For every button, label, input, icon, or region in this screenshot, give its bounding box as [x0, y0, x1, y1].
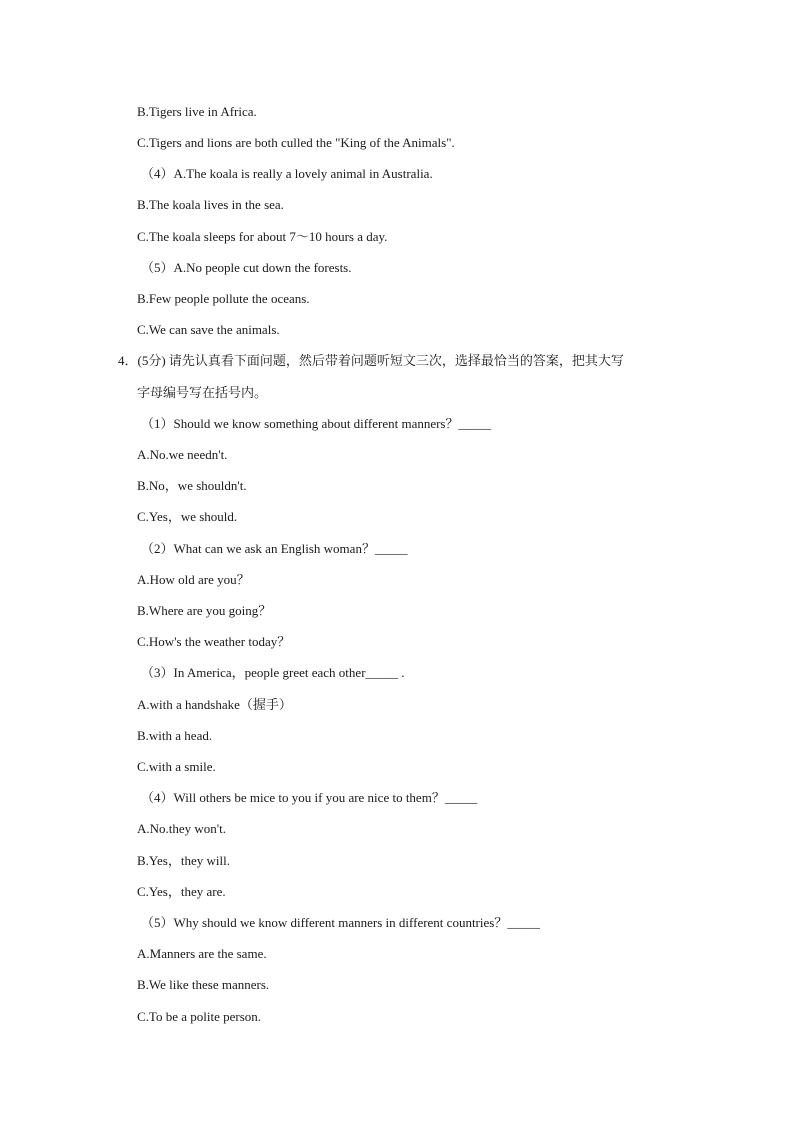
option-4-3a: A.with a handshake（握手） [137, 697, 292, 712]
option-3-3b: B.Tigers live in Africa. [137, 104, 257, 119]
option-3-4c: C.The koala sleeps for about 7～10 hours a day. [137, 229, 388, 244]
option-4-1c: C.Yes，we should. [137, 509, 238, 524]
option-3-4a: （4）A.The koala is really a lovely animal in Australia. [141, 166, 433, 181]
option-3-5b: B.Few people pollute the oceans. [137, 291, 310, 306]
subquestion-4-4: （4）Will others be mice to you if you are nice to them？_____ [141, 790, 478, 805]
option-4-3c: C.with a smile. [137, 759, 216, 774]
option-4-4a: A.No.they won't. [137, 821, 227, 836]
option-4-2c: C.How's the weather today？ [137, 634, 291, 649]
option-4-2a: A.How old are you？ [137, 572, 250, 587]
option-3-4b: B.The koala lives in the sea. [137, 197, 284, 212]
option-4-2b: B.Where are you going？ [137, 603, 272, 618]
option-4-1a: A.No.we needn't. [137, 447, 228, 462]
option-4-1b: B.No，we shouldn't. [137, 478, 247, 493]
option-4-3b: B.with a head. [137, 728, 213, 743]
option-4-5b: B.We like these manners. [137, 977, 270, 992]
option-4-4b: B.Yes，they will. [137, 853, 230, 868]
option-3-3c: C.Tigers and lions are both culled the "King of the Animals". [137, 135, 455, 150]
subquestion-4-1: （1）Should we know something about different manners？_____ [141, 416, 491, 431]
option-3-5c: C.We can save the animals. [137, 322, 280, 337]
question-4-heading-cont: 字母编号写在括号内。 [137, 385, 268, 400]
subquestion-4-5: （5）Why should we know different manners in different countries？_____ [141, 915, 540, 930]
option-4-5a: A.Manners are the same. [137, 946, 267, 961]
option-4-5c: C.To be a polite person. [137, 1009, 262, 1024]
option-3-5a: （5）A.No people cut down the forests. [141, 260, 352, 275]
option-4-4c: C.Yes，they are. [137, 884, 226, 899]
subquestion-4-3: （3）In America，people greet each other_____ . [141, 665, 405, 680]
question-4-heading: 4．(5分) 请先认真看下面问题，然后带着问题听短文三次，选择最恰当的答案，把其大写 [118, 353, 624, 368]
subquestion-4-2: （2）What can we ask an English woman？_____ [141, 541, 408, 556]
